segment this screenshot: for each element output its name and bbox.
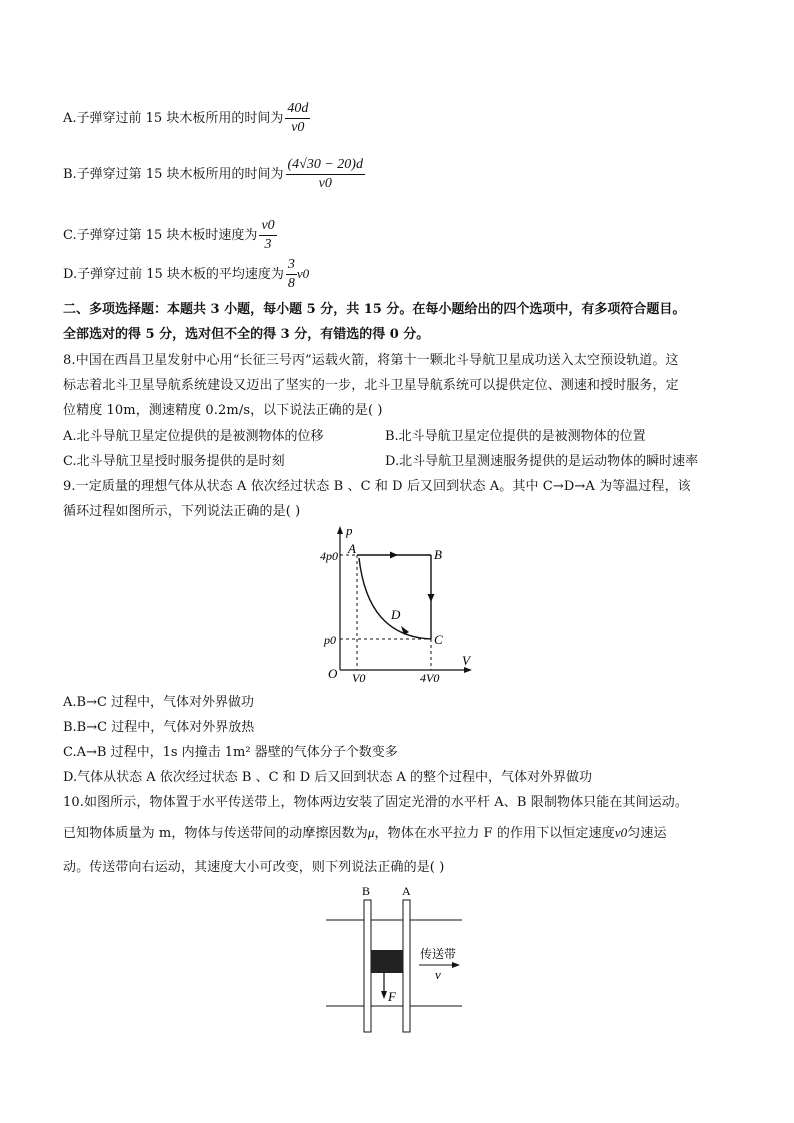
label-conveyor: 传送带 xyxy=(420,947,457,961)
q7-option-b-fraction xyxy=(286,157,365,192)
q7-option-d-fraction xyxy=(286,257,297,292)
fraction-denominator: v0 xyxy=(291,120,305,135)
label-4p0: 4p0 xyxy=(320,549,338,563)
q7-option-a xyxy=(63,101,310,136)
q8-stem-line2: 标志着北斗卫星导航系统建设又迈出了坚实的一步，北斗卫星导航系统可以提供定位、测速和授时服务，定 xyxy=(63,378,679,393)
label-origin: O xyxy=(328,666,338,681)
q8-option-d: D.北斗导航卫星测速服务提供的是运动物体的瞬时速率 xyxy=(385,454,699,469)
q9-option-c: C.A→B 过程中，1s 内撞击 1m² 器壁的气体分子个数变多 xyxy=(63,745,398,760)
arrow-bc xyxy=(428,594,435,602)
q10-stem-line2 xyxy=(63,822,667,841)
label-p0: p0 xyxy=(324,633,336,647)
label-p: p xyxy=(346,523,353,538)
fraction-denominator: 3 xyxy=(264,237,272,252)
belt-velocity-arrow xyxy=(452,962,460,968)
q10-stem-line2-part1: 已知物体质量为 m，物体与传送带间的动摩擦因数为 xyxy=(63,826,368,841)
q7-option-c-fraction xyxy=(259,218,276,253)
label-rod-a: A xyxy=(402,884,411,898)
q7-option-d xyxy=(63,257,309,292)
label-v0: V0 xyxy=(352,671,366,685)
q7-option-a-text: A.子弹穿过前 15 块木板所用的时间为 xyxy=(63,111,284,126)
q9-option-a: A.B→C 过程中，气体对外界做功 xyxy=(63,695,255,710)
q7-option-b xyxy=(63,157,365,192)
fraction-denominator: 8 xyxy=(287,276,295,291)
label-4v0: 4V0 xyxy=(420,671,440,685)
label-force: F xyxy=(388,989,396,1004)
fraction-denominator: v0 xyxy=(318,176,332,191)
q8-option-c: C.北斗导航卫星授时服务提供的是时刻 xyxy=(63,454,285,469)
fraction-numerator: 3 xyxy=(286,257,297,275)
q10-conveyor-diagram xyxy=(326,880,466,1040)
fraction-numerator: (4√30 − 20)d xyxy=(286,157,365,175)
rod-b xyxy=(364,900,371,1032)
label-belt-v: v xyxy=(435,967,441,982)
q9-pv-diagram xyxy=(318,520,478,685)
label-v: V xyxy=(462,653,470,668)
label-d: D xyxy=(391,607,401,622)
q8-option-b: B.北斗导航卫星定位提供的是被测物体的位置 xyxy=(385,429,646,444)
q10-stem-line2-part2: ，物体在水平拉力 F 的作用下以恒定速度 xyxy=(374,826,615,841)
fraction-numerator: v0 xyxy=(259,218,276,236)
rod-a xyxy=(403,900,410,1032)
q9-option-b: B.B→C 过程中，气体对外界放热 xyxy=(63,720,255,735)
q7-option-d-text: D.子弹穿过前 15 块木板的平均速度为 xyxy=(63,267,284,282)
q9-stem-line1: 9.一定质量的理想气体从状态 A 依次经过状态 B 、C 和 D 后又回到状态 A。其中 C→D→A 为等温过程，该 xyxy=(63,479,691,494)
label-rod-b: B xyxy=(362,884,371,898)
label-c: C xyxy=(434,632,443,647)
label-b: B xyxy=(434,547,442,562)
v0-symbol: v0 xyxy=(614,825,628,840)
q10-stem-line3: 动。传送带向右运动，其速度大小可改变，则下列说法正确的是( ) xyxy=(63,860,445,875)
label-a: A xyxy=(348,541,356,556)
q8-stem-line1: 8.中国在西昌卫星发射中心用“长征三号丙”运载火箭，将第十一颗北斗导航卫星成功送入太空预设轨道。这 xyxy=(63,353,679,368)
q9-stem-line2: 循环过程如图所示，下列说法正确的是( ) xyxy=(63,504,301,519)
arrow-cd xyxy=(401,626,409,635)
force-arrow xyxy=(381,991,387,999)
q7-option-a-fraction xyxy=(285,101,310,136)
arrow-ab xyxy=(390,552,398,559)
process-cda-isotherm xyxy=(359,558,431,639)
q8-option-a: A.北斗导航卫星定位提供的是被测物体的位移 xyxy=(63,429,324,444)
q7-option-d-suffix: v0 xyxy=(296,266,310,281)
block xyxy=(371,950,403,973)
section2-header-line1: 二、多项选择题：本题共 3 小题，每小题 5 分，共 15 分。在每小题给出的四个选项中，有多项符合题目。 xyxy=(63,302,686,317)
q10-stem-line1: 10.如图所示，物体置于水平传送带上，物体两边安装了固定光滑的水平杆 A、B 限制物体只能在其间运动。 xyxy=(63,795,688,810)
p-axis-arrow xyxy=(337,526,343,534)
q10-stem-line2-part3: 匀速运 xyxy=(627,826,667,841)
q7-option-c xyxy=(63,218,277,253)
mu-symbol: μ xyxy=(367,825,375,840)
section2-header-line2: 全部选对的得 5 分，选对但不全的得 3 分，有错选的得 0 分。 xyxy=(63,327,430,342)
fraction-numerator: 40d xyxy=(285,101,310,119)
q8-stem-line3: 位精度 10m，测速精度 0.2m/s，以下说法正确的是( ) xyxy=(63,403,383,418)
q9-option-d: D.气体从状态 A 依次经过状态 B 、C 和 D 后又回到状态 A 的整个过程中，气体对外界做功 xyxy=(63,770,592,785)
q7-option-b-text: B.子弹穿过第 15 块木板所用的时间为 xyxy=(63,167,284,182)
q7-option-c-text: C.子弹穿过第 15 块木板时速度为 xyxy=(63,228,258,243)
